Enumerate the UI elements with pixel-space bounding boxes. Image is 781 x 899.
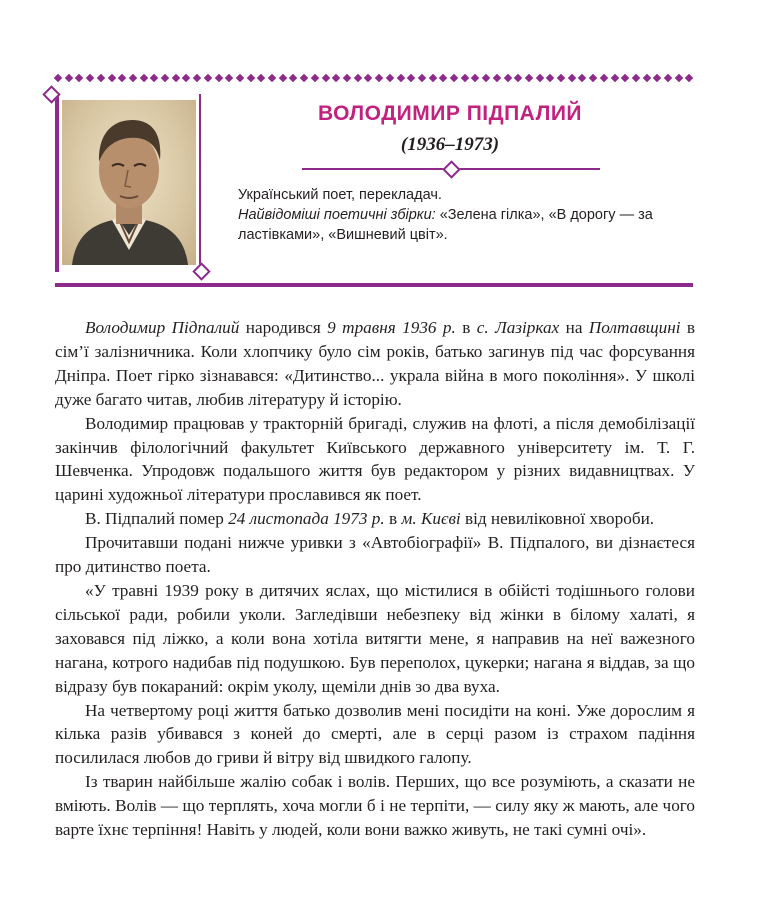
- intro-occupation: Український поет, перекладач.: [238, 187, 442, 203]
- border-dot: [343, 74, 351, 82]
- border-dot: [161, 74, 169, 82]
- paragraph-quote-2: На четвертому році життя батько дозволив мені посидіти на коні. Уже дорослим я кілька разів убивався з коней до смерті, але в серці разом із страхом падіння посилилася любов до гриви й вітру від швидкого галопу.: [55, 700, 695, 768]
- border-dot: [300, 74, 308, 82]
- paragraph-career: Володимир працював у тракторній бригаді, служив на флоті, а після демобілізації закінчив філологічний факультет Київського державного університету ім. Т. Г. Шевченка. Упродовж подальшого життя був редактором у різних видавництвах. У царині художньої літератури прославився як поет.: [55, 413, 695, 505]
- paragraph-death: [55, 507, 695, 531]
- border-dot: [118, 74, 126, 82]
- text-span: від невиліковної хвороби.: [460, 509, 655, 529]
- death-date: 24 листопада 1973 р.: [228, 509, 385, 529]
- decorative-divider: [302, 162, 600, 176]
- border-dot: [86, 74, 94, 82]
- border-dot: [386, 74, 394, 82]
- border-dot: [129, 74, 137, 82]
- border-dot: [525, 74, 533, 82]
- birth-region: Полтавщині: [588, 318, 681, 337]
- border-dot: [375, 74, 383, 82]
- border-dot: [268, 74, 276, 82]
- paragraph-quote-3: Із тварин найбільше жалію собак і волів. Перших, що все розуміють, а сказати не вміють. Волів — що терплять, хоча могли б і не терпіти, — силу яку ж мають, але чого варте їхнє терпіння! Навіть у людей, коли вони важко живуть, не такі сумні очі».: [55, 772, 695, 840]
- top-dotted-border: [55, 73, 693, 83]
- border-dot: [568, 74, 576, 82]
- border-dot: [139, 74, 147, 82]
- border-dot: [535, 74, 543, 82]
- border-dot: [557, 74, 565, 82]
- border-dot: [589, 74, 597, 82]
- birth-village: с. Лазірках: [476, 318, 560, 337]
- author-intro: [238, 185, 698, 245]
- border-dot: [54, 74, 62, 82]
- border-dot: [653, 74, 661, 82]
- border-dot: [418, 74, 426, 82]
- border-dot: [311, 74, 319, 82]
- border-dot: [150, 74, 158, 82]
- border-dot: [685, 74, 693, 82]
- border-dot: [514, 74, 522, 82]
- border-dot: [246, 74, 254, 82]
- portrait-illustration: [62, 100, 196, 265]
- border-dot: [182, 74, 190, 82]
- border-dot: [642, 74, 650, 82]
- border-dot: [257, 74, 265, 82]
- paragraph-instruction: Прочитавши подані нижче уривки з «Автобіографії» В. Підпалого, ви дізнаєтеся про дитинство поета.: [55, 533, 695, 577]
- border-dot: [64, 74, 72, 82]
- border-dot: [428, 74, 436, 82]
- border-dot: [236, 74, 244, 82]
- birth-date: 9 травня 1936 р.: [327, 318, 456, 337]
- border-dot: [439, 74, 447, 82]
- paragraph-birth: [55, 316, 695, 412]
- death-city: м. Києві: [401, 509, 461, 529]
- border-dot: [364, 74, 372, 82]
- border-dot: [578, 74, 586, 82]
- intro-collections: [238, 205, 698, 245]
- border-dot: [171, 74, 179, 82]
- border-dot: [353, 74, 361, 82]
- text-span: в сім’ї залізничника. Коли хлопчику було сім років, батько загинув під час форсування Дніпра. Поет гірко зізнавався: «Дитинство... украла війна в мого покоління». У школі дуже багато читав, любив літературу й історію.: [55, 318, 696, 409]
- border-dot: [503, 74, 511, 82]
- divider-diamond: [442, 160, 460, 178]
- border-dot: [332, 74, 340, 82]
- border-dot: [632, 74, 640, 82]
- border-dot: [675, 74, 683, 82]
- border-dot: [97, 74, 105, 82]
- text-span: в: [455, 318, 477, 337]
- border-dot: [621, 74, 629, 82]
- border-dot: [193, 74, 201, 82]
- border-dot: [493, 74, 501, 82]
- life-dates: (1936–1973): [400, 134, 500, 155]
- author-portrait: [62, 100, 196, 265]
- border-dot: [450, 74, 458, 82]
- author-name-title: ВОЛОДИМИР ПІДПАЛИЙ: [317, 102, 583, 125]
- paragraph-quote-1: «У травні 1939 року в дитячих яслах, що містилися в обійсті тодішнього голови сільської ради, робили уколи. Загледівши небезпеку від жінки в білому халаті, я заховався під ліжко, а коли вона хотіла витягти мене, я направив на неї важезного нагана, котрого надибав під подушкою. Був переполох, цукерки; нагана я віддав, за що відразу був покараний: окрім уколу, щеміли днів зо два вуха.: [55, 580, 695, 696]
- border-dot: [289, 74, 297, 82]
- border-dot: [75, 74, 83, 82]
- border-dot: [600, 74, 608, 82]
- border-dot: [546, 74, 554, 82]
- text-span: В. Підпалий помер: [85, 509, 229, 529]
- border-dot: [225, 74, 233, 82]
- border-dot: [460, 74, 468, 82]
- author-name-italic: Володимир Підпалий: [85, 318, 240, 337]
- text-span: на: [559, 318, 589, 337]
- collections-text: «Зелена гілка», «В дорогу — за ластівками», «Вишневий цвіт».: [238, 207, 653, 243]
- border-dot: [471, 74, 479, 82]
- biography-text: [55, 316, 695, 842]
- text-span: в: [384, 509, 402, 529]
- border-dot: [396, 74, 404, 82]
- header-bottom-border: [55, 283, 693, 287]
- border-dot: [407, 74, 415, 82]
- border-dot: [610, 74, 618, 82]
- border-dot: [214, 74, 222, 82]
- collections-label: Найвідоміші поетичні збірки:: [238, 207, 436, 223]
- border-dot: [321, 74, 329, 82]
- border-dot: [279, 74, 287, 82]
- border-dot: [107, 74, 115, 82]
- border-dot: [204, 74, 212, 82]
- text-span: народився: [239, 318, 328, 337]
- border-dot: [482, 74, 490, 82]
- border-dot: [664, 74, 672, 82]
